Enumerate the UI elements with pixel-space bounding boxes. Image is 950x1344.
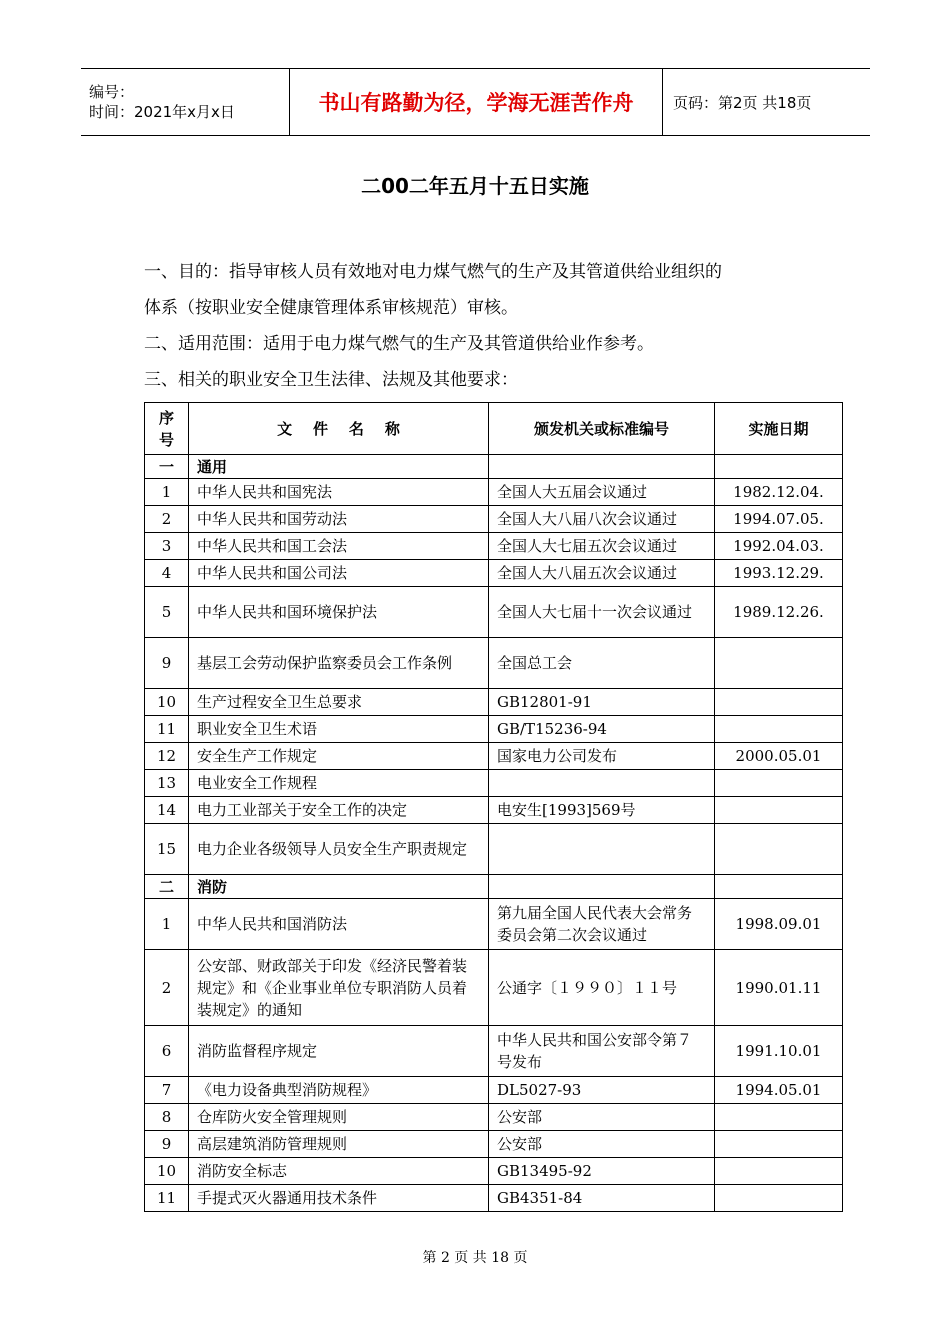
row-date-cell: 1994.05.01 — [715, 1077, 843, 1104]
row-number-cell: 5 — [145, 587, 189, 638]
row-number-cell: 6 — [145, 1026, 189, 1077]
row-date-cell — [715, 638, 843, 689]
row-issuer-cell: 全国人大七届五次会议通过 — [489, 533, 715, 560]
row-number-cell: 1 — [145, 899, 189, 950]
row-name-cell: 中华人民共和国工会法 — [189, 533, 489, 560]
table-row — [145, 1185, 843, 1212]
row-issuer-cell: 公通字〔１９９０〕１１号 — [489, 950, 715, 1026]
row-number-cell: 11 — [145, 716, 189, 743]
table-row — [145, 1104, 843, 1131]
row-name-cell: 消防安全标志 — [189, 1158, 489, 1185]
table-row — [145, 899, 843, 950]
table-row — [145, 689, 843, 716]
row-number-cell: 11 — [145, 1185, 189, 1212]
row-number-cell: 8 — [145, 1104, 189, 1131]
paragraph-scope: 二、适用范围：适用于电力煤气燃气的生产及其管道供给业作参考。 — [144, 334, 654, 354]
row-issuer-cell: 公安部 — [489, 1131, 715, 1158]
page-footer: 第 2 页 共 18 页 — [422, 1250, 528, 1266]
row-date-cell: 1994.07.05. — [715, 506, 843, 533]
row-name-cell: 电业安全工作规程 — [189, 770, 489, 797]
row-issuer-cell: 第九届全国人民代表大会常务委员会第二次会议通过 — [489, 899, 715, 950]
table-header-row — [145, 403, 843, 455]
row-date-cell: 2000.05.01 — [715, 743, 843, 770]
row-name-cell: 高层建筑消防管理规则 — [189, 1131, 489, 1158]
header-cell-no: 序号 — [145, 403, 189, 455]
row-number-cell: 7 — [145, 1077, 189, 1104]
section-number: 一 — [145, 455, 189, 479]
row-name-cell: 《电力设备典型消防规程》 — [189, 1077, 489, 1104]
document-title: 二00二年五月十五日实施 — [361, 174, 589, 198]
row-date-cell — [715, 716, 843, 743]
table-row — [145, 560, 843, 587]
row-issuer-cell: GB4351-84 — [489, 1185, 715, 1212]
row-date-cell — [715, 824, 843, 875]
header-page-label: 页码：第2页 共18页 — [663, 69, 871, 136]
row-date-cell: 1993.12.29. — [715, 560, 843, 587]
row-number-cell: 14 — [145, 797, 189, 824]
row-name-cell: 中华人民共和国环境保护法 — [189, 587, 489, 638]
row-number-cell: 9 — [145, 1131, 189, 1158]
row-name-cell: 安全生产工作规定 — [189, 743, 489, 770]
section-empty-cell — [489, 455, 715, 479]
row-name-cell: 公安部、财政部关于印发《经济民警着装规定》和《企业事业单位专职消防人员着装规定》的通知 — [189, 950, 489, 1026]
row-number-cell: 10 — [145, 1158, 189, 1185]
header-number-label: 编号： — [89, 83, 135, 101]
row-number-cell: 2 — [145, 950, 189, 1026]
row-date-cell: 1992.04.03. — [715, 533, 843, 560]
row-number-cell: 15 — [145, 824, 189, 875]
table-row — [145, 506, 843, 533]
row-name-cell: 基层工会劳动保护监察委员会工作条例 — [189, 638, 489, 689]
row-name-cell: 消防监督程序规定 — [189, 1026, 489, 1077]
section-row — [145, 455, 843, 479]
row-date-cell — [715, 689, 843, 716]
row-date-cell — [715, 1185, 843, 1212]
row-date-cell — [715, 1104, 843, 1131]
regulations-table — [144, 402, 843, 1212]
row-number-cell: 12 — [145, 743, 189, 770]
table-row — [145, 533, 843, 560]
paragraph-requirements: 三、相关的职业安全卫生法律、法规及其他要求： — [144, 370, 518, 390]
row-issuer-cell: 电安生[1993]569号 — [489, 797, 715, 824]
header-time-label: 时间：2021年x月x日 — [89, 103, 235, 121]
row-name-cell: 仓库防火安全管理规则 — [189, 1104, 489, 1131]
table-row — [145, 743, 843, 770]
row-issuer-cell: 全国人大五届会议通过 — [489, 479, 715, 506]
row-date-cell: 1989.12.26. — [715, 587, 843, 638]
row-date-cell — [715, 797, 843, 824]
row-name-cell: 职业安全卫生术语 — [189, 716, 489, 743]
row-name-cell: 生产过程安全卫生总要求 — [189, 689, 489, 716]
row-name-cell: 电力企业各级领导人员安全生产职责规定 — [189, 824, 489, 875]
row-issuer-cell: 全国人大七届十一次会议通过 — [489, 587, 715, 638]
row-issuer-cell: 中华人民共和国公安部令第７号发布 — [489, 1026, 715, 1077]
row-date-cell: 1982.12.04. — [715, 479, 843, 506]
row-date-cell — [715, 770, 843, 797]
row-name-cell: 中华人民共和国劳动法 — [189, 506, 489, 533]
row-issuer-cell: 全国人大八届五次会议通过 — [489, 560, 715, 587]
row-date-cell — [715, 1158, 843, 1185]
row-issuer-cell — [489, 770, 715, 797]
header-meta — [81, 69, 290, 136]
table-row — [145, 716, 843, 743]
table-row — [145, 797, 843, 824]
row-issuer-cell: GB13495-92 — [489, 1158, 715, 1185]
row-date-cell — [715, 1131, 843, 1158]
header-cell-issuer: 颁发机关或标准编号 — [489, 403, 715, 455]
section-name: 通用 — [189, 455, 489, 479]
header-motto: 书山有路勤为径，学海无涯苦作舟 — [290, 69, 663, 136]
row-issuer-cell: DL5027-93 — [489, 1077, 715, 1104]
row-name-cell: 电力工业部关于安全工作的决定 — [189, 797, 489, 824]
row-number-cell: 4 — [145, 560, 189, 587]
row-number-cell: 3 — [145, 533, 189, 560]
table-row — [145, 824, 843, 875]
section-empty-cell — [715, 875, 843, 899]
header-cell-date: 实施日期 — [715, 403, 843, 455]
section-empty-cell — [489, 875, 715, 899]
section-number: 二 — [145, 875, 189, 899]
row-name-cell: 中华人民共和国消防法 — [189, 899, 489, 950]
table-row — [145, 587, 843, 638]
paragraph-purpose-2: 体系（按职业安全健康管理体系审核规范）审核。 — [144, 298, 518, 318]
row-number-cell: 10 — [145, 689, 189, 716]
row-number-cell: 9 — [145, 638, 189, 689]
row-date-cell: 1991.10.01 — [715, 1026, 843, 1077]
row-number-cell: 1 — [145, 479, 189, 506]
row-number-cell: 13 — [145, 770, 189, 797]
table-row — [145, 479, 843, 506]
table-row — [145, 638, 843, 689]
paragraph-purpose-1: 一、目的：指导审核人员有效地对电力煤气燃气的生产及其管道供给业组织的 — [144, 262, 722, 282]
table-row — [145, 1026, 843, 1077]
table-row — [145, 770, 843, 797]
table-row — [145, 950, 843, 1026]
row-issuer-cell: 全国人大八届八次会议通过 — [489, 506, 715, 533]
section-name: 消防 — [189, 875, 489, 899]
row-name-cell: 中华人民共和国公司法 — [189, 560, 489, 587]
page-header — [81, 68, 870, 136]
row-name-cell: 手提式灭火器通用技术条件 — [189, 1185, 489, 1212]
row-date-cell: 1998.09.01 — [715, 899, 843, 950]
header-cell-name: 文 件 名 称 — [189, 403, 489, 455]
row-issuer-cell: GB12801-91 — [489, 689, 715, 716]
row-issuer-cell: GB/T15236-94 — [489, 716, 715, 743]
row-issuer-cell: 全国总工会 — [489, 638, 715, 689]
row-number-cell: 2 — [145, 506, 189, 533]
row-issuer-cell: 国家电力公司发布 — [489, 743, 715, 770]
table-row — [145, 1131, 843, 1158]
table-row — [145, 1077, 843, 1104]
row-issuer-cell — [489, 824, 715, 875]
row-issuer-cell: 公安部 — [489, 1104, 715, 1131]
row-date-cell: 1990.01.11 — [715, 950, 843, 1026]
section-row — [145, 875, 843, 899]
section-empty-cell — [715, 455, 843, 479]
row-name-cell: 中华人民共和国宪法 — [189, 479, 489, 506]
table-row — [145, 1158, 843, 1185]
